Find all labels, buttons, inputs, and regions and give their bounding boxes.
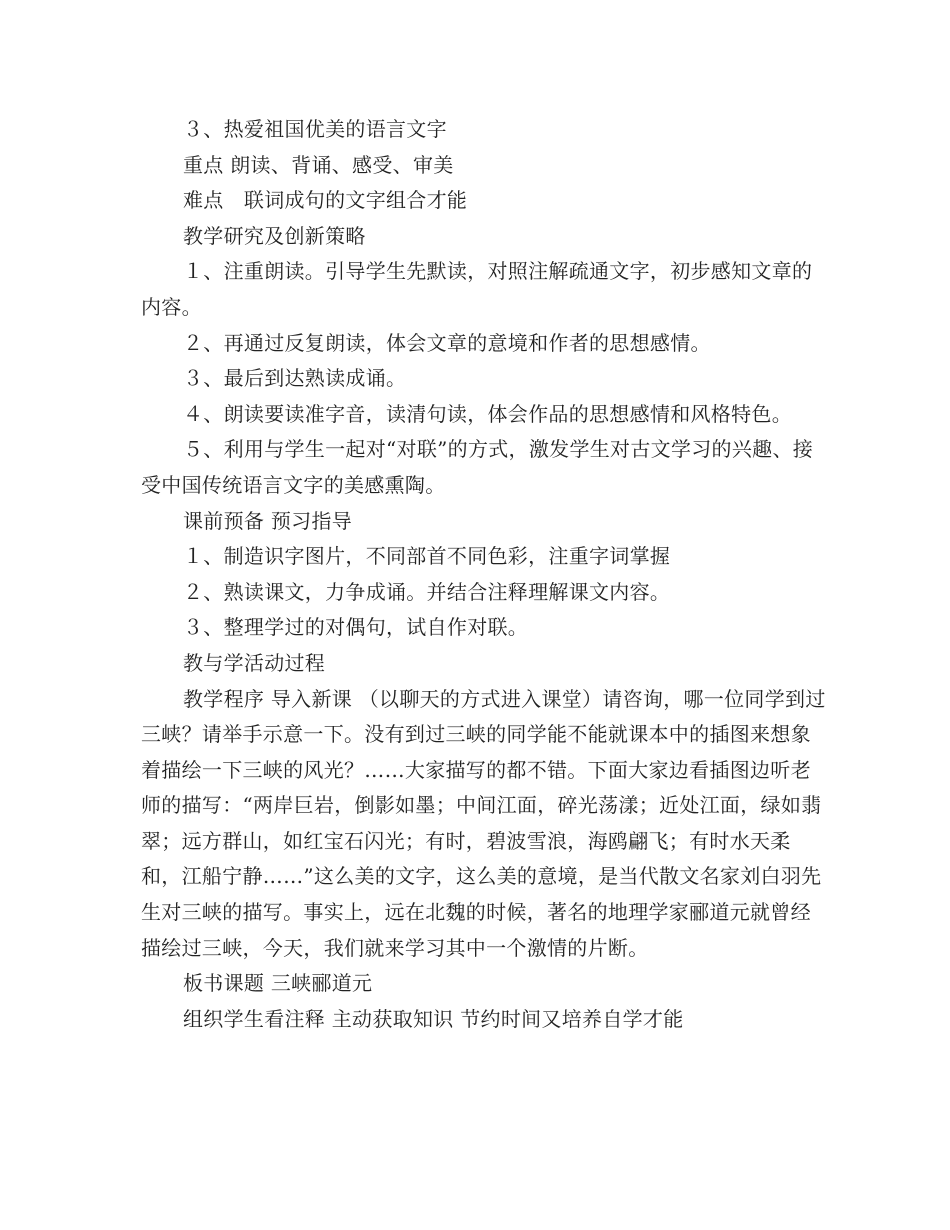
- paragraph-self-study: 组织学生看注释 主动获取知识 节约时间又培养自学才能: [183, 1006, 684, 1031]
- paragraph-goal-3: ３、热爱祖国优美的语言文字: [183, 117, 447, 141]
- paragraph-strategy-2: ２、再通过反复朗读，体会文章的意境和作者的思想感情。: [183, 330, 711, 355]
- paragraph-introduction: 教学程序 导入新课 （以聊天的方式进入课堂）请咨询，哪一位同学到过三峡？请举手示意一下。没有到过三峡的同学能不能就课本中的插图来想象着描绘一下三峡的风光？……大家描写的都不错。下面大家边看插图边听老师的描写：“两岸巨岩，倒影如墨；中间江面，碎光荡漾；近处江面，绿如翡翠；远方群山，如红宝石闪光；有时，碧波雪浪，海鸥翩飞；有时水天柔和，江船宁静……”这么美的文字，这么美的意境，是当代散文名家刘白羽先生对三峡的描写。事实上，远在北魏的时候，著名的地理学家郦道元就曾经描绘过三峡，今天，我们就来学习其中一个激情的片断。: [141, 686, 826, 960]
- section-heading-process: 教与学活动过程: [183, 650, 326, 675]
- section-heading-preparation: 课前预备 预习指导: [183, 508, 353, 533]
- paragraph-board-title: 板书课题 三峡郦道元: [183, 971, 373, 996]
- paragraph-strategy-1: １、注重朗读。引导学生先默读，对照注解疏通文字，初步感知文章的内容。: [141, 259, 813, 319]
- paragraph-prep-2: ２、熟读课文，力争成诵。并结合注释理解课文内容。: [183, 579, 671, 604]
- paragraph-strategy-3: ３、最后到达熟读成诵。: [183, 366, 407, 391]
- document-body: [141, 112, 831, 1037]
- paragraph-key-points: 重点 朗读、背诵、感受、审美: [183, 152, 454, 177]
- paragraph-strategy-4: ４、朗读要读准字音，读清句读，体会作品的思想感情和风格特色。: [183, 401, 792, 426]
- paragraph-difficulties: 难点 联词成句的文字组合才能: [183, 188, 468, 213]
- section-heading-strategy: 教学研究及创新策略: [183, 223, 366, 248]
- paragraph-strategy-5: ５、利用与学生一起对“对联”的方式，激发学生对古文学习的兴趣、接受中国传统语言文字的美感熏陶。: [141, 437, 814, 497]
- paragraph-prep-1: １、制造识字图片，不同部首不同色彩，注重字词掌握: [183, 544, 671, 569]
- paragraph-prep-3: ３、整理学过的对偶句，试自作对联。: [183, 615, 529, 640]
